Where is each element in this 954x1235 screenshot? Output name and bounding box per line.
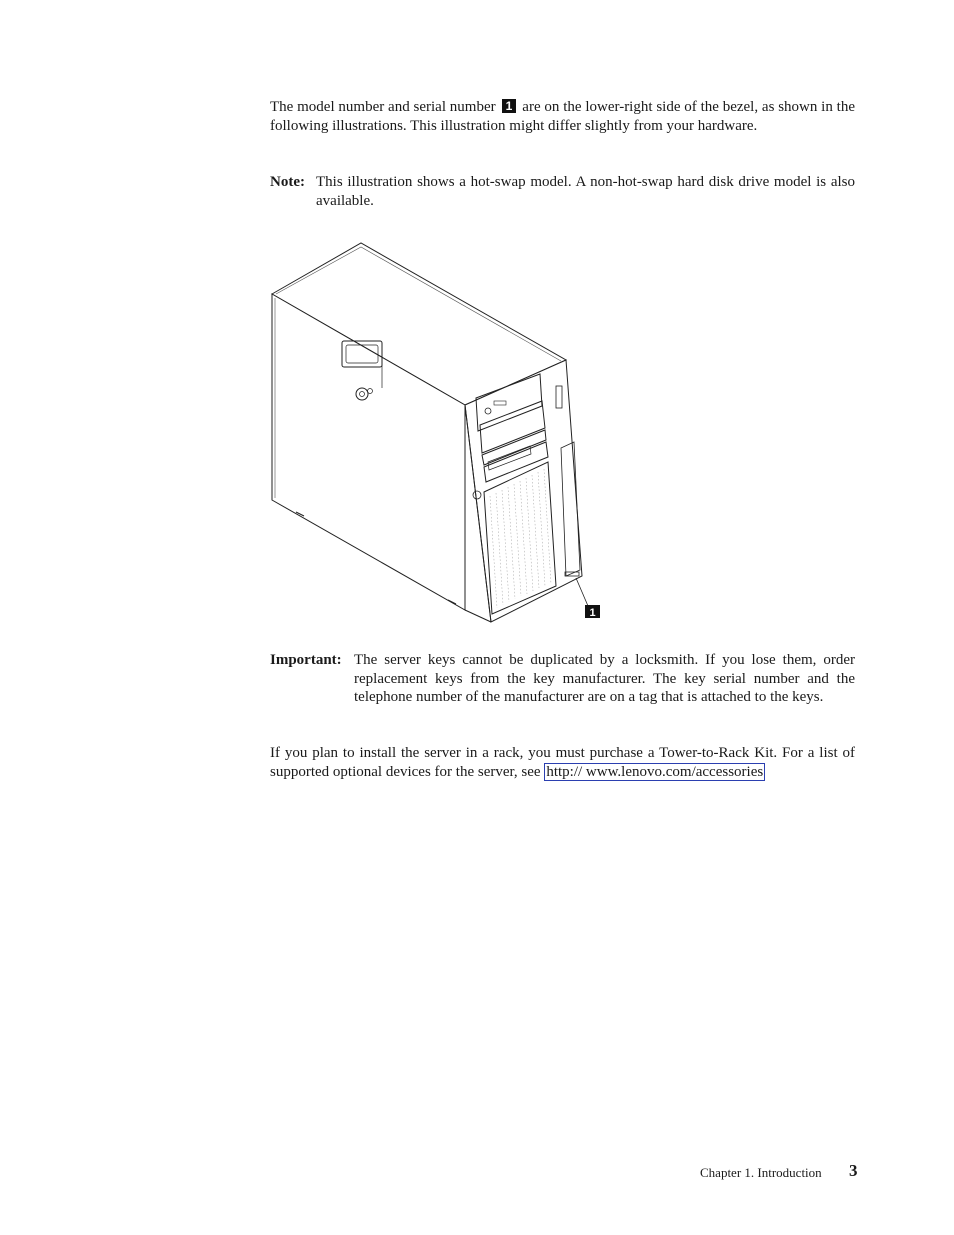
note-label: Note: [270, 174, 305, 190]
figure-callout-1-label: 1 [589, 607, 596, 619]
server-tower-illustration [262, 236, 622, 628]
important-label: Important: [270, 652, 342, 668]
intro-text-end: are on the lower-right side of the bezel, as shown in the following illustrations. This illustration might differ slightly from your hardware. [270, 99, 855, 134]
intro-text-start: The model number and serial number [270, 99, 496, 115]
callout-1-badge: 1 [502, 99, 517, 113]
intro-paragraph [270, 98, 855, 135]
rack-paragraph [270, 744, 855, 781]
accessories-link[interactable]: http:// www.lenovo.com/accessories [546, 763, 764, 780]
page-number: 3 [849, 1161, 858, 1180]
note-text: This illustration shows a hot-swap model. A non-hot-swap hard disk drive model is also available. [316, 174, 855, 209]
rack-text: If you plan to install the server in a rack, you must purchase a Tower-to-Rack Kit. For a list of supported optional devices for the server, see [270, 745, 855, 780]
footer-chapter: Chapter 1. Introduction [700, 1165, 822, 1180]
important-text: The server keys cannot be duplicated by a locksmith. If you lose them, order replacement keys from the key manufacturer. The key serial number and the telephone number of the manufacturer are on a tag that is attached to the keys. [354, 652, 855, 706]
